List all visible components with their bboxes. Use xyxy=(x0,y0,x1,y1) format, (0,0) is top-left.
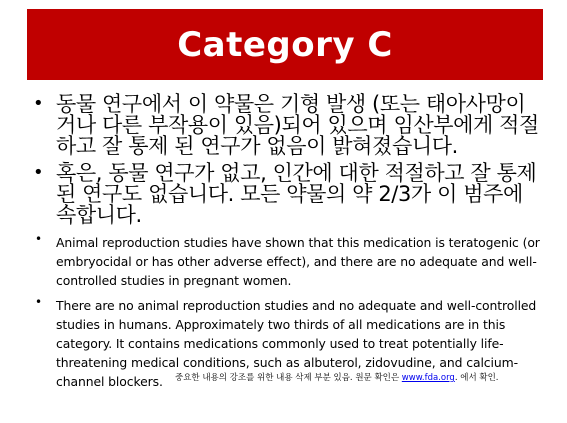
bullet-text: Animal reproduction studies have shown that this medication is teratogenic (or embryocidal or has other adverse effect), and there are no adequate and well-controlled studies in pregnant women. xyxy=(56,235,540,288)
footnote xyxy=(175,373,535,384)
title-bar xyxy=(27,9,543,80)
bullet-text: 동물 연구에서 이 약물은 기형 발생 (또는 태아사망이거나 다른 부작용이 있음)되어 있으며 임산부에게 적절하고 잘 통제 된 연구가 없음이 밝혀졌습니다. xyxy=(56,92,539,158)
slide-content xyxy=(30,94,545,390)
bullet-text: 혹은, 동물 연구가 없고, 인간에 대한 적절하고 잘 통제 된 연구도 없습니다. 모든 약물의 약 2/3가 이 범주에 속합니다. xyxy=(56,161,537,227)
footnote-prefix: 중요한 내용의 강조를 위한 내용 삭제 부분 있음. 원문 확인은 xyxy=(175,373,402,383)
footnote-suffix: . 에서 확인. xyxy=(454,373,499,383)
bullet-icon: • xyxy=(33,162,44,183)
bullet-icon: • xyxy=(35,232,43,246)
bullet-text: There are no animal reproduction studies and no adequate and well-controlled studies in humans. Approximately two thirds of all medications are in this category. It contains medications commonly used to treat potentially life- threatening medical conditions, such as albuterol, zidovudine, and calcium-channel blockers. xyxy=(56,298,537,389)
slide-title: Category C xyxy=(177,24,393,65)
bullet-icon: • xyxy=(35,295,43,309)
korean-bullet-list xyxy=(30,94,545,226)
bullet-icon: • xyxy=(33,93,44,114)
list-item xyxy=(30,94,545,157)
english-bullet-list xyxy=(30,232,545,390)
list-item xyxy=(30,232,545,289)
fda-link[interactable]: www.fda.org xyxy=(401,373,455,383)
list-item xyxy=(30,163,545,226)
